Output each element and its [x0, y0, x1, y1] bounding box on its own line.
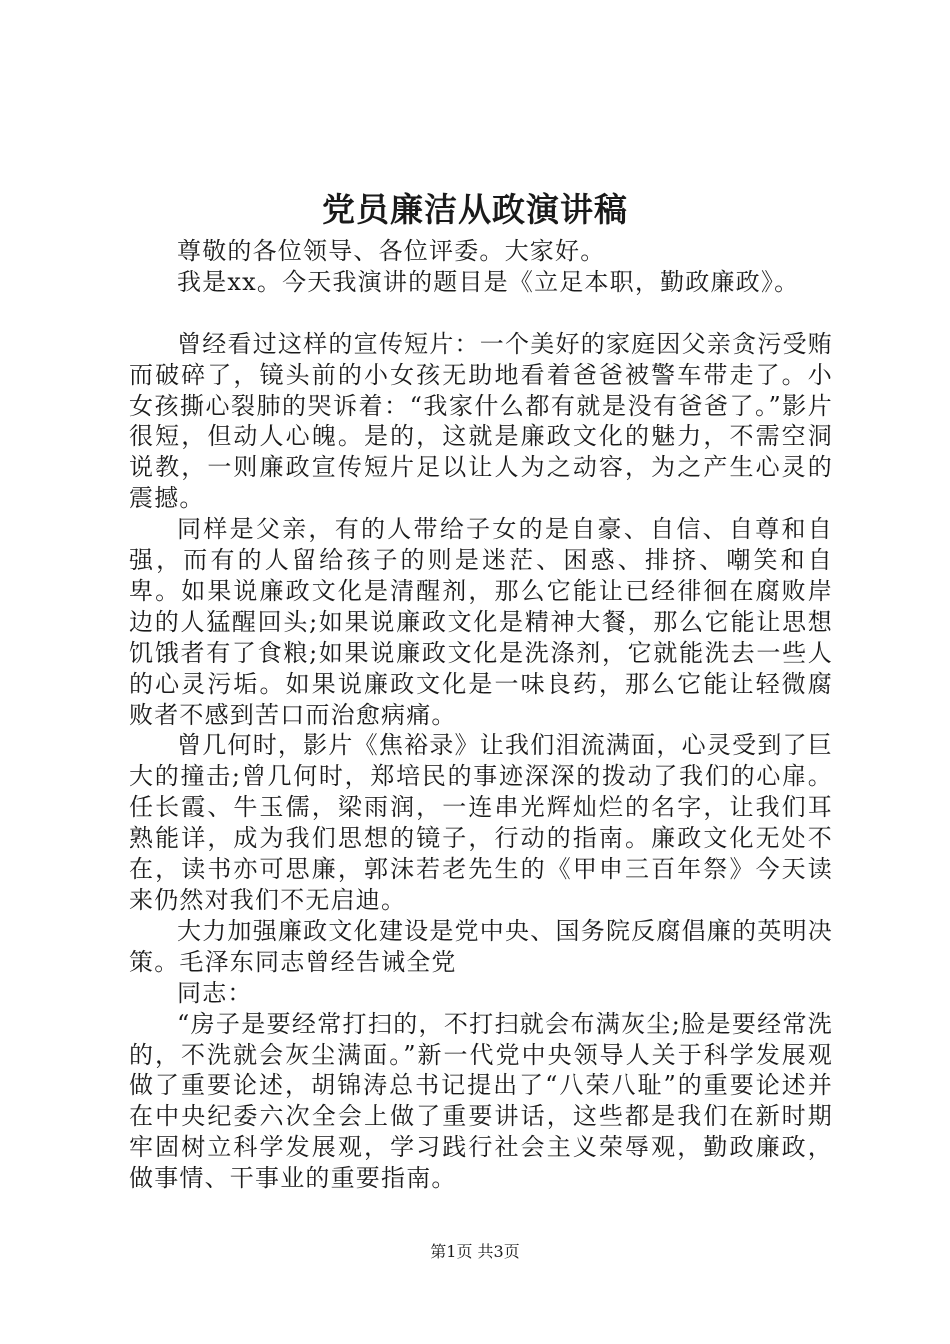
paragraph-body: “房子是要经常打扫的，不打扫就会布满灰尘;脸是要经常洗的，不洗就会灰尘满面。”新一代党中央领导人关于科学发展观做了重要论述，胡锦涛总书记提出了“八荣八耻”的重要论述并在中央纪委六次全会上做了重要讲话，这些都是我们在新时期牢固树立科学发展观，学习践行社会主义荣辱观，勤政廉政，做事情、干事业的重要指南。 — [129, 1009, 833, 1193]
paragraph-greeting: 尊敬的各位领导、各位评委。大家好。 — [177, 237, 606, 265]
paragraph-body: 同志： — [177, 978, 253, 1007]
page-title: 党员廉洁从政演讲稿 — [322, 190, 628, 229]
paragraph-body: 曾几何时，影片《焦裕录》让我们泪流满面，心灵受到了巨大的撞击;曾几何时，郑培民的事迹深深的拨动了我们的心扉。任长霞、牛玉儒，梁雨润，一连串光辉灿烂的名字，让我们耳熟能详，成为我们思想的镜子，行动的指南。廉政文化无处不在，读书亦可思廉，郭沫若老先生的《甲申三百年祭》今天读来仍然对我们不无启迪。 — [129, 731, 833, 915]
document-body — [129, 236, 833, 1194]
paragraph-body: 同样是父亲，有的人带给子女的是自豪、自信、自尊和自强，而有的人留给孩子的则是迷茫、困惑、排挤、嘲笑和自卑。如果说廉政文化是清醒剂，那么它能让已经徘徊在腐败岸边的人猛醒回头;如果说廉政文化是精神大餐，那么它能让思想饥饿者有了食粮;如果说廉政文化是洗涤剂，它就能洗去一些人的心灵污垢。如果说廉政文化是一味良药，那么它能让轻微腐败者不感到苦口而治愈病痛。 — [129, 515, 833, 729]
paragraph-body: 曾经看过这样的宣传短片：一个美好的家庭因父亲贪污受贿而破碎了，镜头前的小女孩无助地看着爸爸被警车带走了。小女孩撕心裂肺的哭诉着：“我家什么都有就是没有爸爸了。”影片很短，但动人心魄。是的，这就是廉政文化的魅力，不需空洞说教，一则廉政宣传短片足以让人为之动容，为之产生心灵的震撼。 — [129, 329, 833, 513]
paragraph-body: 大力加强廉政文化建设是党中央、国务院反腐倡廉的英明决策。毛泽东同志曾经告诫全党 — [129, 916, 833, 976]
page-number: 第1页 共3页 — [430, 1242, 520, 1261]
blank-line — [129, 298, 833, 329]
paragraph-introduction: 我是xx。今天我演讲的题目是《立足本职，勤政廉政》。 — [177, 267, 800, 296]
